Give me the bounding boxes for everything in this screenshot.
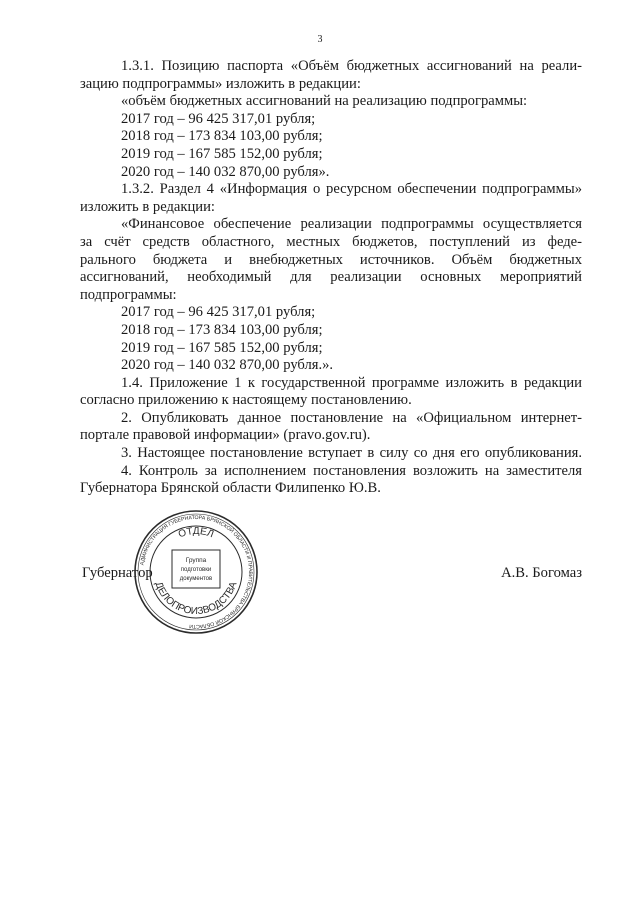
body-line: 1.4. Приложение 1 к государственной программе изложить в редакции bbox=[121, 374, 582, 391]
body-line: за счёт средств областного, местных бюджетов, поступлений из феде- bbox=[80, 233, 582, 250]
body-line: «Финансовое обеспечение реализации подпрограммы осуществляется bbox=[121, 216, 582, 233]
seal-bottom-text: ДЕЛОПРОИЗВОДСТВА bbox=[152, 580, 240, 618]
body-line: согласно приложению к настоящему постановлению. bbox=[80, 392, 412, 409]
body-line: 2020 год – 140 032 870,00 рубля.». bbox=[121, 357, 334, 374]
body-line: 2019 год – 167 585 152,00 рубля; bbox=[121, 339, 323, 356]
body-line: 2017 год – 96 425 317,01 рубля; bbox=[121, 110, 316, 127]
body-line: подпрограммы: bbox=[80, 286, 177, 303]
body-line: 2018 год – 173 834 103,00 рубля; bbox=[121, 321, 323, 338]
body-line: 3. Настоящее постановление вступает в силу со дня его опубликования. bbox=[121, 445, 582, 462]
body-line: ассигнований, необходимый для реализации основных мероприятий bbox=[80, 269, 582, 286]
body-line: Губернатора Брянской области Филипенко Ю.В. bbox=[80, 480, 381, 497]
seal-center-line-2: подготовки bbox=[180, 567, 212, 573]
seal-center-line-3: документов bbox=[179, 576, 213, 582]
body-line: 2018 год – 173 834 103,00 рубля; bbox=[121, 128, 323, 145]
seal-center-line-1: Группа bbox=[185, 557, 207, 564]
body-line: «объём бюджетных ассигнований на реализацию подпрограммы: bbox=[121, 93, 528, 110]
body-line: 4. Контроль за исполнением постановления возложить на заместителя bbox=[121, 462, 582, 479]
body-line: 1.3.1. Позицию паспорта «Объём бюджетных ассигнований на реали- bbox=[121, 58, 582, 74]
signature-name: А.В. Богомаз bbox=[501, 565, 582, 581]
body-line: 1.3.2. Раздел 4 «Информация о ресурсном обеспечении подпрограммы» bbox=[121, 181, 582, 198]
body-line: изложить в редакции: bbox=[80, 198, 215, 215]
seal-top-text: ОТДЕЛ bbox=[177, 525, 216, 541]
body-line: зацию подпрограммы» изложить в редакции: bbox=[80, 75, 361, 92]
document-body bbox=[80, 58, 582, 498]
page-number: 3 bbox=[317, 34, 323, 45]
body-line: рального бюджета и внебюджетных источников. Объём бюджетных bbox=[80, 251, 582, 268]
body-line: 2020 год – 140 032 870,00 рубля». bbox=[121, 163, 330, 180]
seal-outer-text: АДМИНИСТРАЦИЯ ГУБЕРНАТОРА БРЯНСКОЙ ОБЛАСТИ И ПРАВИТЕЛЬСТВА БРЯНСКОЙ ОБЛАСТИ bbox=[139, 514, 254, 630]
body-line: портале правовой информации» (pravo.gov.ru). bbox=[80, 427, 371, 444]
official-seal bbox=[132, 508, 260, 636]
body-line: 2017 год – 96 425 317,01 рубля; bbox=[121, 304, 316, 321]
body-line: 2. Опубликовать данное постановление на «Официальном интернет- bbox=[121, 409, 582, 426]
signature-title: Губернатор bbox=[82, 565, 153, 581]
body-line: 2019 год – 167 585 152,00 рубля; bbox=[121, 145, 323, 162]
